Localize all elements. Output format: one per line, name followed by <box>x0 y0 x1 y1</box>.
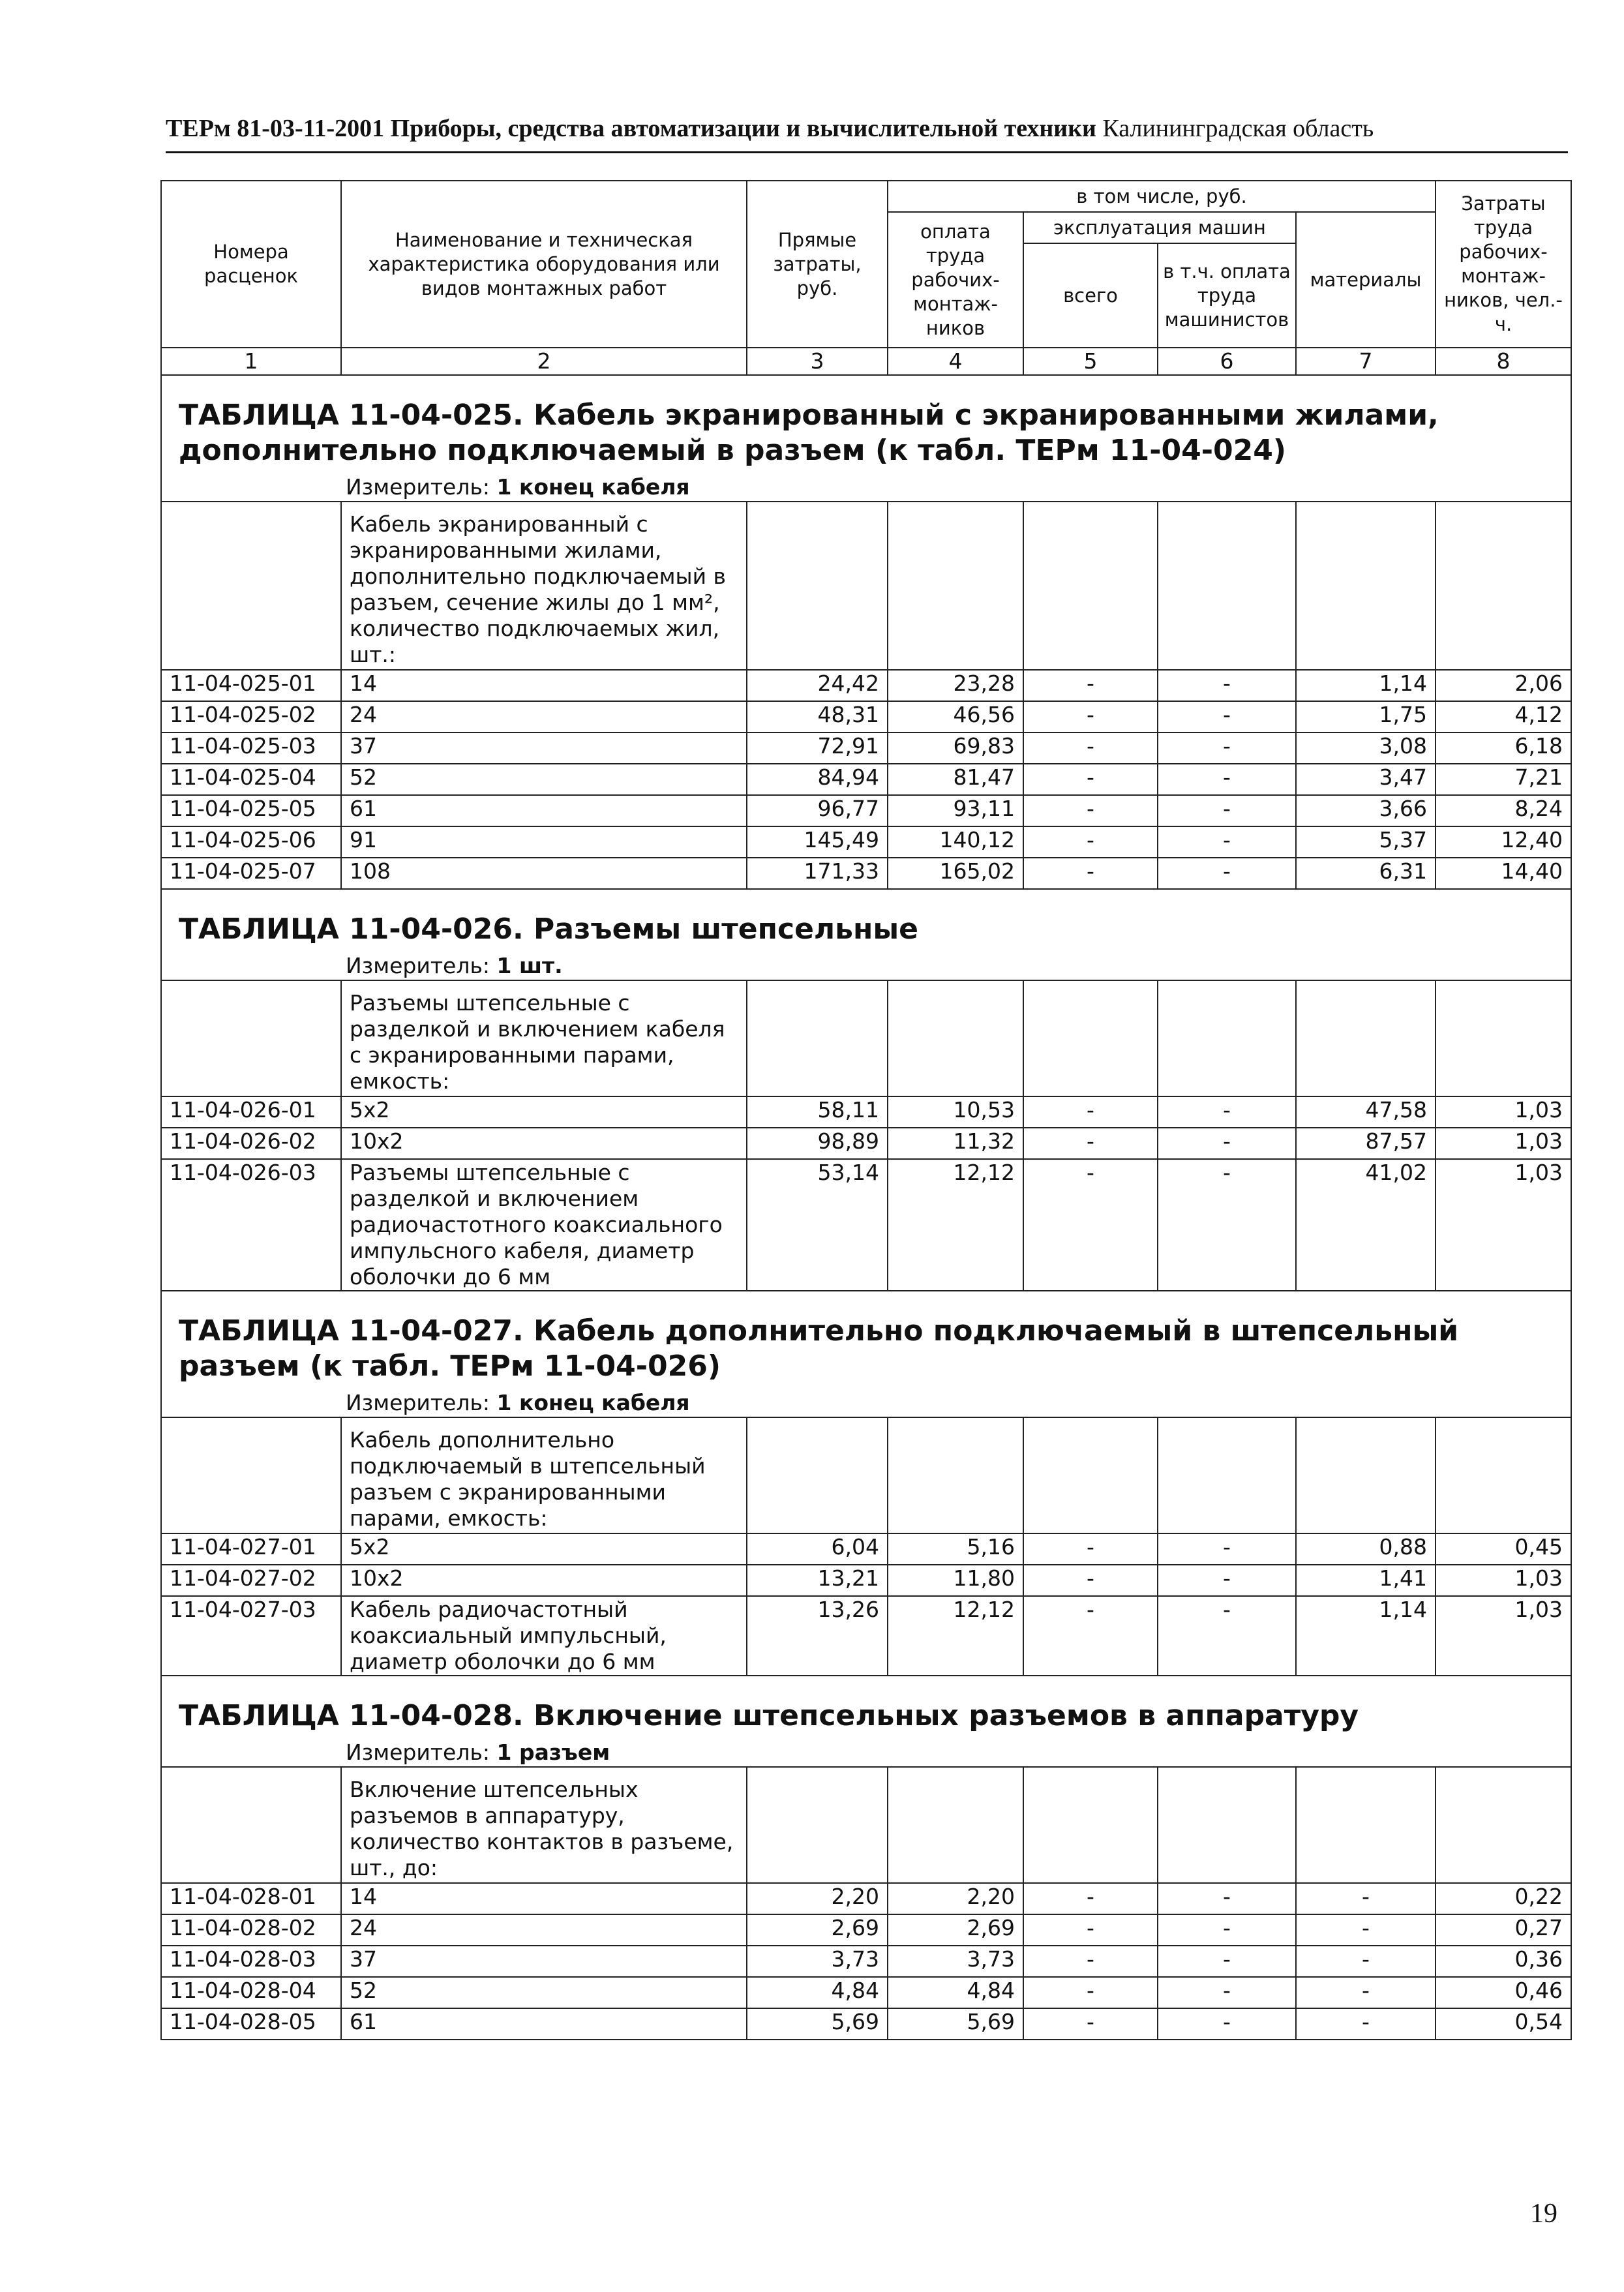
table-row <box>161 1533 1571 1565</box>
rate-code: 11-04-028-03 <box>161 1946 341 1977</box>
group-description: Кабель дополнительно подключаемый в штепсельный разъем с экранированными парами, емкость: <box>341 1417 747 1533</box>
rate-code: 11-04-025-04 <box>161 764 341 795</box>
labor-pay: 11,32 <box>888 1128 1023 1159</box>
table-row <box>161 1977 1571 2008</box>
labor-hours: 1,03 <box>1436 1159 1571 1291</box>
machines-total: - <box>1023 701 1158 732</box>
operators-pay: - <box>1158 1914 1296 1946</box>
labor-hours: 14,40 <box>1436 858 1571 889</box>
col-header-labor-hours: Затраты труда рабочих-монтаж-ников, чел.-ч. <box>1436 181 1571 348</box>
labor-hours: 0,54 <box>1436 2008 1571 2040</box>
empty-cell <box>747 980 888 1096</box>
rate-name: 52 <box>341 764 747 795</box>
empty-cell <box>1296 502 1436 670</box>
labor-hours: 1,03 <box>1436 1096 1571 1128</box>
direct-cost: 13,21 <box>747 1565 888 1596</box>
labor-hours: 0,22 <box>1436 1883 1571 1914</box>
labor-hours: 0,46 <box>1436 1977 1571 2008</box>
materials-cost: 1,41 <box>1296 1565 1436 1596</box>
labor-hours: 8,24 <box>1436 795 1571 826</box>
empty-cell <box>1436 1417 1571 1533</box>
rate-name: 10x2 <box>341 1565 747 1596</box>
empty-cell <box>161 1417 341 1533</box>
direct-cost: 13,26 <box>747 1596 888 1676</box>
rate-code: 11-04-026-03 <box>161 1159 341 1291</box>
running-header <box>166 115 1568 153</box>
rate-code: 11-04-027-01 <box>161 1533 341 1565</box>
meter <box>161 1739 1571 1767</box>
table-row <box>161 1914 1571 1946</box>
labor-pay: 23,28 <box>888 670 1023 701</box>
rate-code: 11-04-025-06 <box>161 826 341 858</box>
table-title-row <box>161 1291 1571 1389</box>
doc-title: Приборы, средства автоматизации и вычислительной техники <box>390 115 1096 142</box>
labor-pay: 69,83 <box>888 732 1023 764</box>
empty-cell <box>747 1767 888 1883</box>
empty-cell <box>1023 980 1158 1096</box>
direct-cost: 145,49 <box>747 826 888 858</box>
group-description: Кабель экранированный с экранированными жилами, дополнительно подключаемый в разъем, сечение жилы до 1 мм², количество подключаемых жил, шт.: <box>341 502 747 670</box>
table-title-row <box>161 1676 1571 1739</box>
rate-name: 91 <box>341 826 747 858</box>
empty-cell <box>1023 502 1158 670</box>
col-header-materials: материалы <box>1296 212 1436 348</box>
col-number: 7 <box>1296 348 1436 375</box>
materials-cost: - <box>1296 1914 1436 1946</box>
labor-hours: 1,03 <box>1436 1128 1571 1159</box>
table-row <box>161 1128 1571 1159</box>
labor-pay: 5,16 <box>888 1533 1023 1565</box>
table-title: ТАБЛИЦА 11-04-027. Кабель дополнительно подключаемый в штепсельный разъем (к табл. ТЕРм 11-04-026) <box>161 1291 1571 1389</box>
empty-cell <box>747 502 888 670</box>
materials-cost: 5,37 <box>1296 826 1436 858</box>
empty-cell <box>1296 980 1436 1096</box>
rate-name: 14 <box>341 670 747 701</box>
meter-row <box>161 474 1571 502</box>
rate-name: 24 <box>341 701 747 732</box>
direct-cost: 24,42 <box>747 670 888 701</box>
meter <box>161 1389 1571 1417</box>
empty-cell <box>1158 980 1296 1096</box>
operators-pay: - <box>1158 858 1296 889</box>
meter <box>161 474 1571 502</box>
direct-cost: 5,69 <box>747 2008 888 2040</box>
labor-pay: 2,69 <box>888 1914 1023 1946</box>
machines-total: - <box>1023 1159 1158 1291</box>
labor-hours: 12,40 <box>1436 826 1571 858</box>
rate-name: 10x2 <box>341 1128 747 1159</box>
materials-cost: 3,08 <box>1296 732 1436 764</box>
machines-total: - <box>1023 1977 1158 2008</box>
description-row <box>161 502 1571 670</box>
empty-cell <box>888 502 1023 670</box>
machines-total: - <box>1023 826 1158 858</box>
page-number: 19 <box>1530 2199 1557 2229</box>
doc-region: Калининградская область <box>1102 115 1374 142</box>
col-number: 6 <box>1158 348 1296 375</box>
rate-code: 11-04-028-05 <box>161 2008 341 2040</box>
operators-pay: - <box>1158 1596 1296 1676</box>
machines-total: - <box>1023 1128 1158 1159</box>
empty-cell <box>161 980 341 1096</box>
empty-cell <box>888 1417 1023 1533</box>
rate-name: 24 <box>341 1914 747 1946</box>
operators-pay: - <box>1158 1159 1296 1291</box>
materials-cost: - <box>1296 1977 1436 2008</box>
labor-pay: 12,12 <box>888 1596 1023 1676</box>
direct-cost: 4,84 <box>747 1977 888 2008</box>
empty-cell <box>1296 1767 1436 1883</box>
meter-row <box>161 1389 1571 1417</box>
labor-hours: 4,12 <box>1436 701 1571 732</box>
col-number: 2 <box>341 348 747 375</box>
operators-pay: - <box>1158 795 1296 826</box>
operators-pay: - <box>1158 670 1296 701</box>
table-title-row <box>161 375 1571 474</box>
empty-cell <box>1436 502 1571 670</box>
empty-cell <box>888 1767 1023 1883</box>
empty-cell <box>1023 1417 1158 1533</box>
rate-code: 11-04-028-04 <box>161 1977 341 2008</box>
empty-cell <box>747 1417 888 1533</box>
table-title: ТАБЛИЦА 11-04-028. Включение штепсельных разъемов в аппаратуру <box>161 1676 1571 1739</box>
col-number: 4 <box>888 348 1023 375</box>
meter-value: 1 разъем <box>496 1740 610 1765</box>
rate-code: 11-04-027-03 <box>161 1596 341 1676</box>
col-header-name: Наименование и техническая характеристика оборудования или видов монтажных работ <box>341 181 747 348</box>
table-row <box>161 1565 1571 1596</box>
direct-cost: 6,04 <box>747 1533 888 1565</box>
direct-cost: 53,14 <box>747 1159 888 1291</box>
machines-total: - <box>1023 1565 1158 1596</box>
table-row <box>161 1159 1571 1291</box>
materials-cost: 1,75 <box>1296 701 1436 732</box>
description-row <box>161 1767 1571 1883</box>
column-numbers-row <box>161 348 1571 375</box>
labor-pay: 46,56 <box>888 701 1023 732</box>
materials-cost: 3,47 <box>1296 764 1436 795</box>
empty-cell <box>1436 980 1571 1096</box>
col-number: 5 <box>1023 348 1158 375</box>
table-row <box>161 858 1571 889</box>
meter-label: Измеритель: <box>346 953 490 978</box>
rate-code: 11-04-025-07 <box>161 858 341 889</box>
rate-code: 11-04-025-03 <box>161 732 341 764</box>
machines-total: - <box>1023 1914 1158 1946</box>
materials-cost: 87,57 <box>1296 1128 1436 1159</box>
doc-code: ТЕРм 81-03-11-2001 <box>166 115 385 142</box>
table-row <box>161 732 1571 764</box>
description-row <box>161 980 1571 1096</box>
empty-cell <box>1023 1767 1158 1883</box>
materials-cost: 1,14 <box>1296 670 1436 701</box>
machines-total: - <box>1023 795 1158 826</box>
machines-total: - <box>1023 764 1158 795</box>
machines-total: - <box>1023 1096 1158 1128</box>
direct-cost: 72,91 <box>747 732 888 764</box>
labor-pay: 165,02 <box>888 858 1023 889</box>
labor-pay: 2,20 <box>888 1883 1023 1914</box>
direct-cost: 96,77 <box>747 795 888 826</box>
labor-pay: 10,53 <box>888 1096 1023 1128</box>
header-row-1 <box>161 181 1571 212</box>
rate-name: 52 <box>341 1977 747 2008</box>
labor-pay: 81,47 <box>888 764 1023 795</box>
materials-cost: 1,14 <box>1296 1596 1436 1676</box>
labor-pay: 140,12 <box>888 826 1023 858</box>
empty-cell <box>1158 1767 1296 1883</box>
table-title: ТАБЛИЦА 11-04-025. Кабель экранированный с экранированными жилами, дополнительно подключаемый в разъем (к табл. ТЕРм 11-04-024) <box>161 375 1571 474</box>
labor-hours: 0,36 <box>1436 1946 1571 1977</box>
operators-pay: - <box>1158 1883 1296 1914</box>
direct-cost: 171,33 <box>747 858 888 889</box>
labor-pay: 4,84 <box>888 1977 1023 2008</box>
rate-name: 108 <box>341 858 747 889</box>
col-header-codes: Номера расценок <box>161 181 341 348</box>
labor-pay: 11,80 <box>888 1565 1023 1596</box>
table-row <box>161 795 1571 826</box>
rate-name: 14 <box>341 1883 747 1914</box>
table-row <box>161 2008 1571 2040</box>
operators-pay: - <box>1158 701 1296 732</box>
labor-pay: 3,73 <box>888 1946 1023 1977</box>
rate-name: 37 <box>341 1946 747 1977</box>
direct-cost: 2,69 <box>747 1914 888 1946</box>
meter <box>161 952 1571 980</box>
labor-hours: 1,03 <box>1436 1565 1571 1596</box>
labor-hours: 0,45 <box>1436 1533 1571 1565</box>
rate-name: Разъемы штепсельные с разделкой и включением радиочастотного коаксиального импульсного кабеля, диаметр оболочки до 6 мм <box>341 1159 747 1291</box>
labor-pay: 12,12 <box>888 1159 1023 1291</box>
table-title: ТАБЛИЦА 11-04-026. Разъемы штепсельные <box>161 889 1571 952</box>
col-header-including: в том числе, руб. <box>888 181 1436 212</box>
price-table <box>160 180 1572 2040</box>
meter-value: 1 шт. <box>496 953 563 978</box>
meter-label: Измеритель: <box>346 1740 490 1765</box>
col-header-operators-pay: в т.ч. оплата труда машинистов <box>1158 243 1296 348</box>
operators-pay: - <box>1158 2008 1296 2040</box>
col-header-machines-total: всего <box>1023 243 1158 348</box>
rate-name: 37 <box>341 732 747 764</box>
empty-cell <box>1436 1767 1571 1883</box>
rate-code: 11-04-026-02 <box>161 1128 341 1159</box>
materials-cost: - <box>1296 1946 1436 1977</box>
machines-total: - <box>1023 1596 1158 1676</box>
rate-code: 11-04-027-02 <box>161 1565 341 1596</box>
empty-cell <box>1158 502 1296 670</box>
meter-row <box>161 952 1571 980</box>
direct-cost: 3,73 <box>747 1946 888 1977</box>
rate-code: 11-04-025-05 <box>161 795 341 826</box>
machines-total: - <box>1023 1533 1158 1565</box>
direct-cost: 48,31 <box>747 701 888 732</box>
rate-code: 11-04-025-01 <box>161 670 341 701</box>
rate-name: 5x2 <box>341 1096 747 1128</box>
table-row <box>161 826 1571 858</box>
rate-code: 11-04-028-01 <box>161 1883 341 1914</box>
materials-cost: 0,88 <box>1296 1533 1436 1565</box>
operators-pay: - <box>1158 732 1296 764</box>
labor-hours: 6,18 <box>1436 732 1571 764</box>
operators-pay: - <box>1158 764 1296 795</box>
materials-cost: 41,02 <box>1296 1159 1436 1291</box>
direct-cost: 58,11 <box>747 1096 888 1128</box>
operators-pay: - <box>1158 1128 1296 1159</box>
materials-cost: 6,31 <box>1296 858 1436 889</box>
empty-cell <box>888 980 1023 1096</box>
meter-label: Измеритель: <box>346 1390 490 1415</box>
labor-pay: 93,11 <box>888 795 1023 826</box>
machines-total: - <box>1023 670 1158 701</box>
operators-pay: - <box>1158 1096 1296 1128</box>
rate-name: 61 <box>341 795 747 826</box>
col-number: 1 <box>161 348 341 375</box>
labor-hours: 1,03 <box>1436 1596 1571 1676</box>
rate-name: 61 <box>341 2008 747 2040</box>
empty-cell <box>161 502 341 670</box>
labor-hours: 0,27 <box>1436 1914 1571 1946</box>
group-description: Включение штепсельных разъемов в аппаратуру, количество контактов в разъеме, шт., до: <box>341 1767 747 1883</box>
materials-cost: 3,66 <box>1296 795 1436 826</box>
direct-cost: 84,94 <box>747 764 888 795</box>
meter-value: 1 конец кабеля <box>496 474 690 500</box>
machines-total: - <box>1023 1946 1158 1977</box>
rate-code: 11-04-025-02 <box>161 701 341 732</box>
meter-value: 1 конец кабеля <box>496 1390 690 1415</box>
operators-pay: - <box>1158 1977 1296 2008</box>
col-number: 3 <box>747 348 888 375</box>
table-row <box>161 670 1571 701</box>
col-header-machines: эксплуатация машин <box>1023 212 1296 243</box>
operators-pay: - <box>1158 1533 1296 1565</box>
labor-pay: 5,69 <box>888 2008 1023 2040</box>
col-number: 8 <box>1436 348 1571 375</box>
table-row <box>161 1596 1571 1676</box>
table-row <box>161 1096 1571 1128</box>
table-row <box>161 701 1571 732</box>
rate-name: Кабель радиочастотный коаксиальный импульсный, диаметр оболочки до 6 мм <box>341 1596 747 1676</box>
meter-row <box>161 1739 1571 1767</box>
direct-cost: 2,20 <box>747 1883 888 1914</box>
materials-cost: 47,58 <box>1296 1096 1436 1128</box>
materials-cost: - <box>1296 1883 1436 1914</box>
machines-total: - <box>1023 2008 1158 2040</box>
direct-cost: 98,89 <box>747 1128 888 1159</box>
col-header-direct: Прямые затраты, руб. <box>747 181 888 348</box>
empty-cell <box>1296 1417 1436 1533</box>
meter-label: Измеритель: <box>346 474 490 500</box>
labor-hours: 7,21 <box>1436 764 1571 795</box>
operators-pay: - <box>1158 1565 1296 1596</box>
empty-cell <box>161 1767 341 1883</box>
rate-name: 5x2 <box>341 1533 747 1565</box>
description-row <box>161 1417 1571 1533</box>
operators-pay: - <box>1158 826 1296 858</box>
table-row <box>161 764 1571 795</box>
machines-total: - <box>1023 732 1158 764</box>
labor-hours: 2,06 <box>1436 670 1571 701</box>
rate-code: 11-04-028-02 <box>161 1914 341 1946</box>
group-description: Разъемы штепсельные с разделкой и включением кабеля с экранированными парами, емкость: <box>341 980 747 1096</box>
table-row <box>161 1946 1571 1977</box>
machines-total: - <box>1023 858 1158 889</box>
table-title-row <box>161 889 1571 952</box>
operators-pay: - <box>1158 1946 1296 1977</box>
rate-code: 11-04-026-01 <box>161 1096 341 1128</box>
materials-cost: - <box>1296 2008 1436 2040</box>
empty-cell <box>1158 1417 1296 1533</box>
machines-total: - <box>1023 1883 1158 1914</box>
col-header-labor-pay: оплата труда рабочих-монтаж-ников <box>888 212 1023 348</box>
table-row <box>161 1883 1571 1914</box>
